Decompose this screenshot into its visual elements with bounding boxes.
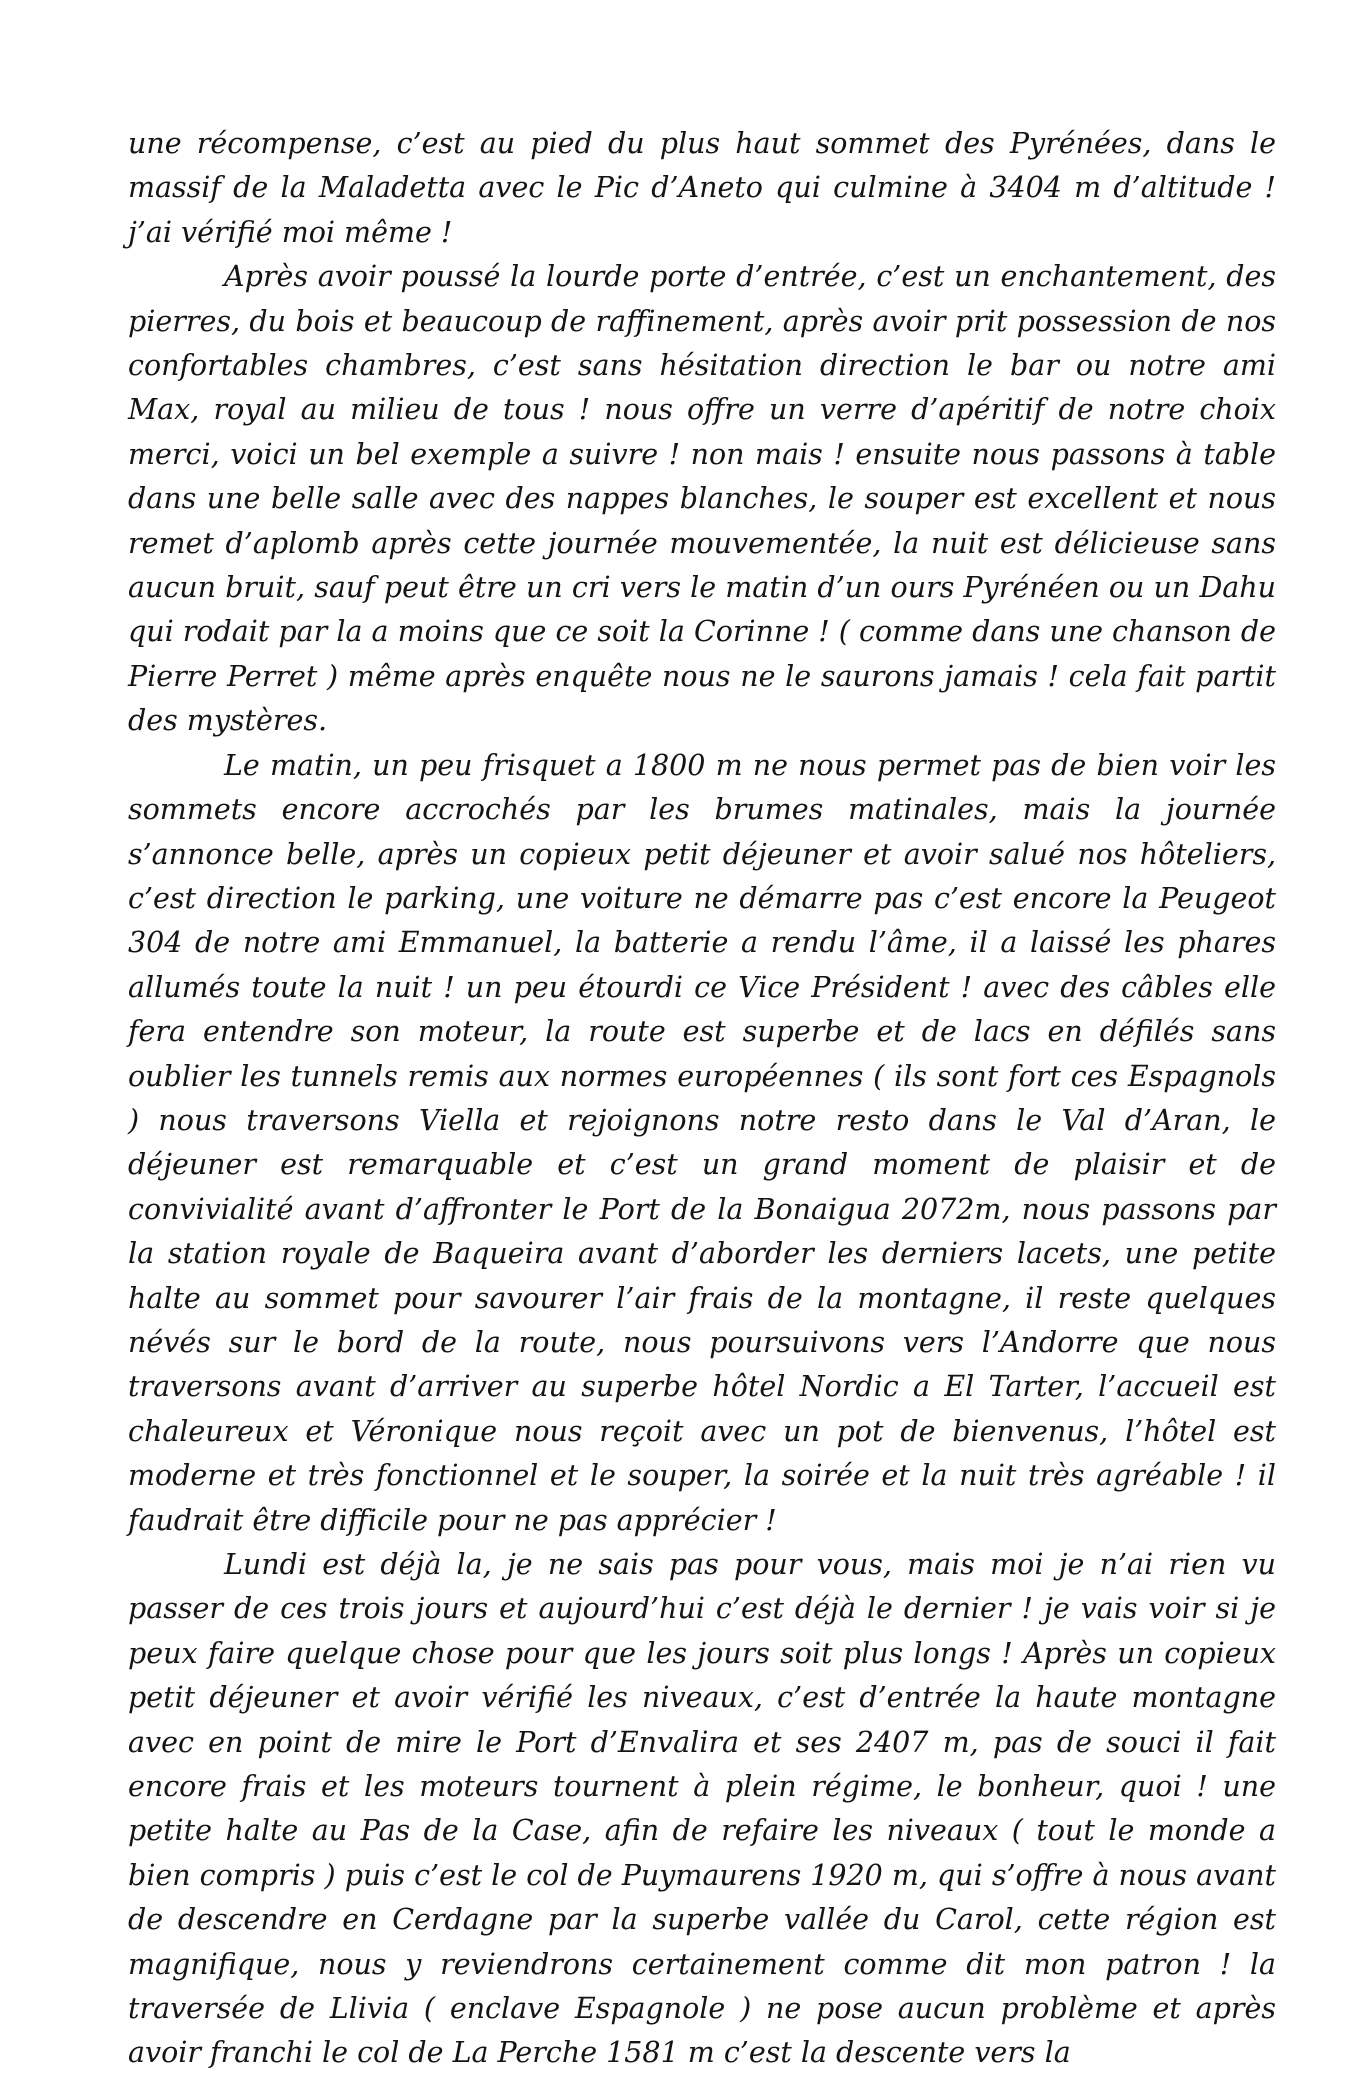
paragraph-3: Le matin, un peu frisquet a 1800 m ne nous permet pas de bien voir les sommets encore accrochés par les brumes matinales, mais la journée s’annonce belle, après un copieux petit déjeuner et avoir salué nos hôteliers, c’est direction le parking, une voiture ne démarre pas c’est encore la Peugeot 304 de notre ami Emmanuel, la batterie a rendu l’âme, il a laissé les phares allumés toute la nuit ! un peu étourdi ce Vice Président ! avec des câbles elle fera entendre son moteur, la route est superbe et de lacs en défilés sans oublier les tunnels remis aux normes européennes ( ils sont fort ces Espagnols ) nous traversons Viella et rejoignons notre resto dans le Val d’Aran, le déjeuner est remarquable et c’est un grand moment de plaisir et de convivialité avant d’affronter le Port de la Bonaigua 2072m, nous passons par la station royale de Baqueira avant d’aborder les derniers lacets, une petite halte au sommet pour savourer l’air frais de la montagne, il reste quelques névés sur le bord de la route, nous poursuivons vers l’Andorre que nous traversons avant d’arriver au superbe hôtel Nordic a El Tarter, l’accueil est chaleureux et Véronique nous reçoit avec un pot de bienvenus, l’hôtel est moderne et très fonctionnel et le souper, la soirée et la nuit très agréable ! il faudrait être difficile pour ne pas apprécier ! [128, 748, 1276, 1537]
paragraph-1: une récompense, c’est au pied du plus haut sommet des Pyrénées, dans le massif de la Maladetta avec le Pic d’Aneto qui culmine à 3404 m d’altitude ! j’ai vérifié moi même ! [128, 127, 1276, 249]
paragraph-4: Lundi est déjà la, je ne sais pas pour vous, mais moi je n’ai rien vu passer de ces trois jours et aujourd’hui c’est déjà le dernier ! je vais voir si je peux faire quelque chose pour que les jours soit plus longs ! Après un copieux petit déjeuner et avoir vérifié les niveaux, c’est d’entrée la haute montagne avec en point de mire le Port d’Envalira et ses 2407 m, pas de souci il fait encore frais et les moteurs tournent à plein régime, le bonheur, quoi ! une petite halte au Pas de la Case, afin de refaire les niveaux ( tout le monde a bien compris ) puis c’est le col de Puymaurens 1920 m, qui s’offre à nous avant de descendre en Cerdagne par la superbe vallée du Carol, cette région est magnifique, nous y reviendrons certainement comme dit mon patron ! la traversée de Llivia ( enclave Espagnole ) ne pose aucun problème et après avoir franchi le col de La Perche 1581 m c’est la descente vers la [128, 1548, 1276, 2070]
body-text [128, 122, 1276, 2076]
paragraph-2: Après avoir poussé la lourde porte d’entrée, c’est un enchantement, des pierres, du bois et beaucoup de raffinement, après avoir prit possession de nos confortables chambres, c’est sans hésitation direction le bar ou notre ami Max, royal au milieu de tous ! nous offre un verre d’apéritif de notre choix merci, voici un bel exemple a suivre ! non mais ! ensuite nous passons à table dans une belle salle avec des nappes blanches, le souper est excellent et nous remet d’aplomb après cette journée mouvementée, la nuit est délicieuse sans aucun bruit, sauf peut être un cri vers le matin d’un ours Pyrénéen ou un Dahu qui rodait par la a moins que ce soit la Corinne ! ( comme dans une chanson de Pierre Perret ) même après enquête nous ne le saurons jamais ! cela fait partit des mystères. [128, 260, 1276, 738]
